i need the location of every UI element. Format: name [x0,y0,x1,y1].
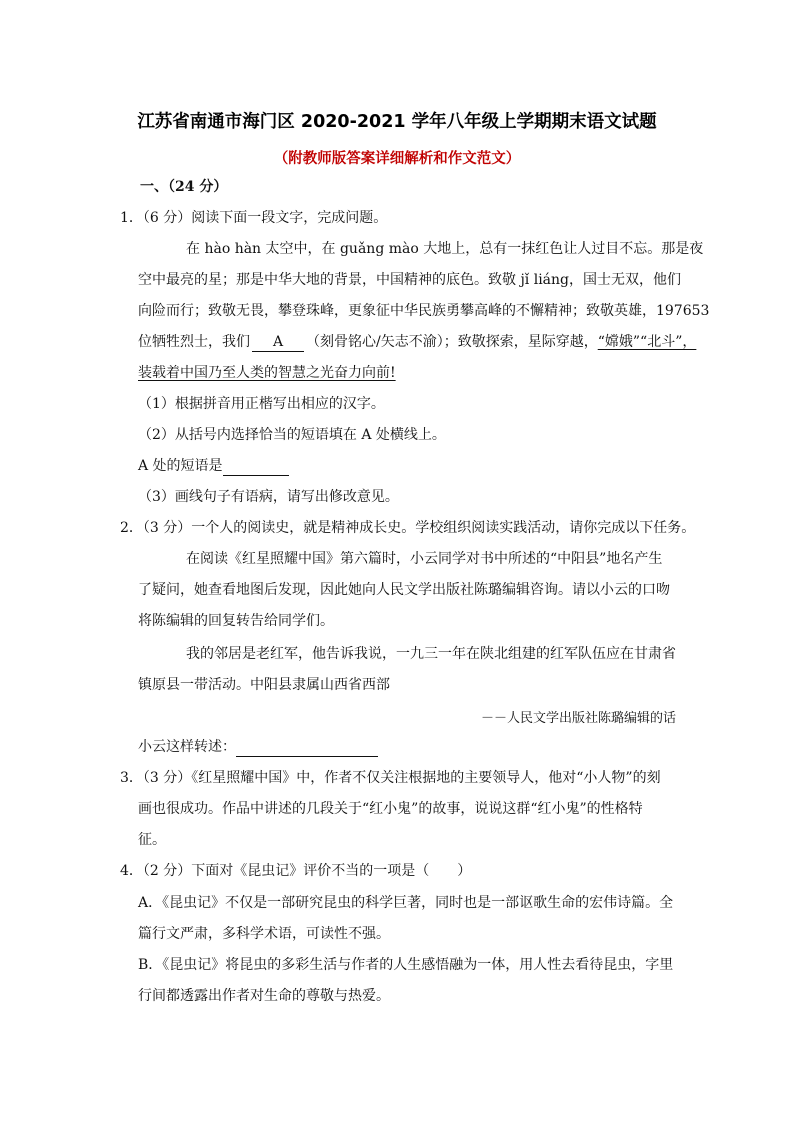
q3-line-3: 征。 [138,832,166,848]
section-heading: 一、（24 分） [140,179,228,195]
q1-stem: 1．（6 分）阅读下面一段文字，完成问题。 [120,210,388,226]
q4-option-b-line-1[interactable]: B．《昆虫记》将昆虫的多彩生活与作者的人生感悟融为一体，用人性去看待昆虫，字里 [138,957,674,973]
q2-quote-source: －－人民文学出版社陈璐编辑的话 [480,711,676,726]
q1-choice-phrases: （刻骨铭心/矢志不渝）；致敬探索，星际穿越， [306,334,598,350]
underlined-sentence-end: 装载着中国乃至人类的智慧之光奋力向前! [138,365,396,381]
underlined-sentence-start: “嫦娥”“北斗”， [597,334,697,350]
blank-a-label: A [272,334,284,350]
q1-sub-2: （2）从括号内选择恰当的短语填在 A 处横线上。 [138,427,446,443]
q1-passage-line-2: 空中最亮的星；那是中华大地的背景，中国精神的底色。致敬 jǐ liáng，国士无双，他们 [138,272,681,288]
q1-sub-3: （3）画线句子有语病，请写出修改意见。 [138,489,399,505]
relay-blank[interactable] [236,740,378,757]
q2-relay [138,737,378,757]
page-subtitle: （附教师版答案详细解析和作文范文） [273,151,521,167]
page-title: 江苏省南通市海门区 2020-2021 学年八年级上学期期末语文试题 [137,112,657,132]
q2-passage-line-1: 在阅读《红星照耀中国》第六篇时，小云同学对书中所述的“中阳县”地名产生 [186,551,663,567]
q3-line-1: 3．（3 分）《红星照耀中国》中，作者不仅关注根据地的主要领导人，他对“小人物”的刻 [120,770,661,786]
q4-option-a-line-1[interactable]: A．《昆虫记》不仅是一部研究昆虫的科学巨著，同时也是一部讴歌生命的宏伟诗篇。全 [138,895,674,911]
answer-label: A 处的短语是 [138,458,223,474]
q1-passage-line-1: 在 hào hàn 太空中，在 guǎng mào 大地上，总有一抹红色让人过目不忘。那是夜 [186,241,704,257]
q2-stem: 2．（3 分）一个人的阅读史，就是精神成长史。学校组织阅读实践活动，请你完成以下任务。 [120,520,696,536]
relay-label: 小云这样转述： [138,739,236,755]
q1-sub-2-answer [138,456,289,476]
q4-stem: 4．（2 分）下面对《昆虫记》评价不当的一项是（ ） [120,863,472,879]
q3-line-2: 画也很成功。作品中讲述的几段关于“红小鬼”的故事，说说这群“红小鬼”的性格特 [138,801,643,817]
q1-passage-line-3: 向险而行；致敬无畏，攀登珠峰，更象征中华民族勇攀高峰的不懈精神；致敬英雄，197653 [138,303,710,319]
q2-quote-line-2: 镇原县一带活动。中阳县隶属山西省西部 [138,677,390,693]
q1-passage-line-4 [138,332,696,352]
q4-option-a-line-2: 篇行文严肃，多科学术语，可读性不强。 [138,926,390,942]
blank-a [252,333,304,352]
q2-quote-line-1: 我的邻居是老红军，他告诉我说，一九三一年在陕北组建的红军队伍应在甘肃省 [186,646,676,662]
answer-blank[interactable] [223,459,289,476]
q1-sub-1: （1）根据拼音用正楷写出相应的汉字。 [138,396,385,412]
q4-option-b-line-2: 行间都透露出作者对生命的尊敬与热爱。 [138,988,390,1004]
q1-passage-line-4-text: 位牺牲烈士，我们 [138,334,250,350]
q2-passage-line-3: 将陈编辑的回复转告给同学们。 [138,613,334,629]
q2-passage-line-2: 了疑问，她查看地图后发现，因此她向人民文学出版社陈璐编辑咨询。请以小云的口吻 [138,582,670,598]
